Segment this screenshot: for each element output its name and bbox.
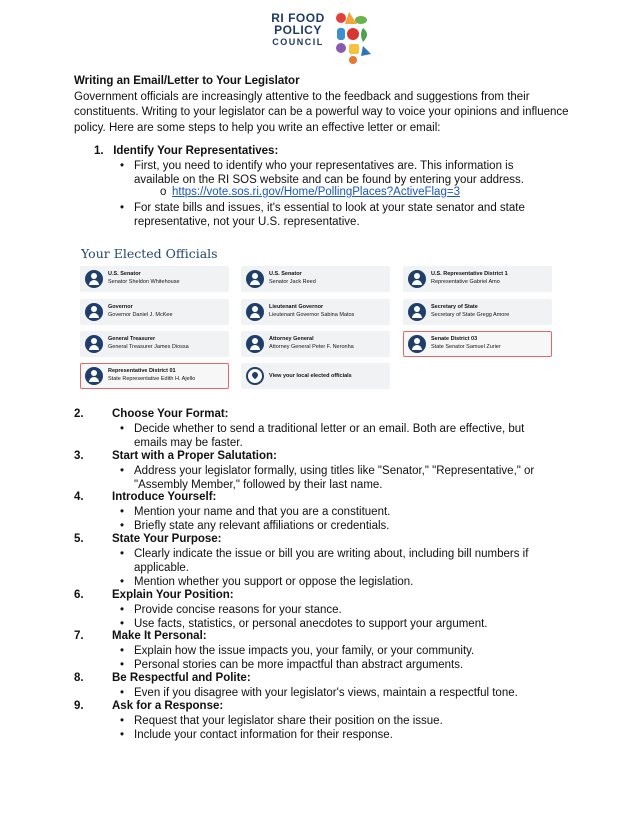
local-officials-link[interactable]: View your local elected officials xyxy=(269,373,352,379)
step-1-bullet-1: • First, you need to identify who your representatives are. This information is available on the RI SOS website and can be found by entering your address. xyxy=(134,159,554,187)
step-2-heading: Choose Your Format: xyxy=(112,408,229,420)
official-name: Governor Daniel J. McKee xyxy=(108,311,173,318)
person-icon xyxy=(85,303,103,321)
step-6-heading: Explain Your Position: xyxy=(112,589,234,601)
step-3-bullet-1: • Address your legislator formally, using titles like "Senator," "Representative," or "Assembly Member," followed by their last name. xyxy=(134,464,554,492)
sos-link-item xyxy=(160,186,460,198)
logo-text xyxy=(265,12,331,48)
official-role: U.S. Representative District 1 xyxy=(431,271,508,277)
official-card-attorney-general[interactable] xyxy=(241,331,390,357)
step-7-bullet-1: • Explain how the issue impacts you, your family, or your community. xyxy=(134,644,554,658)
step-4-number: 4. xyxy=(74,491,84,503)
step-7-number: 7. xyxy=(74,630,84,642)
official-name: Senator Sheldon Whitehouse xyxy=(108,278,180,285)
step-8-heading: Be Respectful and Polite: xyxy=(112,672,251,684)
official-card-state-representative[interactable] xyxy=(80,363,229,389)
sub-bullet-marker: o xyxy=(160,186,167,198)
logo-line-1: RI FOOD xyxy=(271,11,325,25)
step-9-heading: Ask for a Response: xyxy=(112,700,224,712)
food-illustration-icon xyxy=(331,10,375,66)
person-icon xyxy=(408,335,426,353)
ri-food-policy-council-logo xyxy=(265,10,375,70)
logo-line-2: POLICY xyxy=(274,23,322,37)
person-icon xyxy=(85,367,103,385)
official-role: General Treasurer xyxy=(108,336,156,342)
person-icon xyxy=(85,270,103,288)
local-officials-link-card[interactable] xyxy=(241,363,390,389)
official-name: General Treasurer James Diossa xyxy=(108,343,189,350)
step-9-bullet-1: • Request that your legislator share their position on the issue. xyxy=(134,714,554,728)
official-name: State Senator Samuel Zurier xyxy=(431,343,501,350)
step-6-bullet-1: • Provide concise reasons for your stance. xyxy=(134,603,554,617)
official-role: U.S. Senator xyxy=(108,271,141,277)
step-6-bullet-2: • Use facts, statistics, or personal anecdotes to support your argument. xyxy=(134,617,554,631)
person-icon xyxy=(408,303,426,321)
step-8-number: 8. xyxy=(74,672,84,684)
step-9-number: 9. xyxy=(74,700,84,712)
step-3-number: 3. xyxy=(74,450,84,462)
logo-line-3: COUNCIL xyxy=(272,37,324,47)
official-card-governor[interactable] xyxy=(80,299,229,325)
step-1-title: Identify Your Representatives: xyxy=(113,145,279,157)
official-card-lieutenant-governor[interactable] xyxy=(241,299,390,325)
step-3-heading: Start with a Proper Salutation: xyxy=(112,450,277,462)
step-5-bullet-2: • Mention whether you support or oppose the legislation. xyxy=(134,575,554,589)
step-4-heading: Introduce Yourself: xyxy=(112,491,217,503)
step-7-heading: Make It Personal: xyxy=(112,630,207,642)
official-role: Senate District 03 xyxy=(431,336,478,342)
official-role: Representative District 01 xyxy=(108,368,176,374)
official-role: Secretary of State xyxy=(431,304,478,310)
document-title: Writing an Email/Letter to Your Legislator xyxy=(74,75,300,87)
intro-paragraph: Government officials are increasingly attentive to the feedback and suggestions from their constituents. Writing to your legislator can be a powerful way to voice your opinions and influence policy. Here are some steps to help you write an effective letter or email: xyxy=(74,90,569,134)
step-5-number: 5. xyxy=(74,533,84,545)
person-icon xyxy=(85,335,103,353)
person-icon xyxy=(246,303,264,321)
official-name: Lieutenant Governor Sabina Matos xyxy=(269,311,355,318)
step-1-bullet-2: • For state bills and issues, it's essential to look at your state senator and state representative, not your U.S. representative. xyxy=(134,201,554,229)
official-name: Representative Gabriel Amo xyxy=(431,278,500,285)
step-9-bullet-2: • Include your contact information for their response. xyxy=(134,728,554,742)
step-5-bullet-1: • Clearly indicate the issue or bill you are writing about, including bill numbers if applicable. xyxy=(134,547,554,575)
person-icon xyxy=(246,270,264,288)
step-6-number: 6. xyxy=(74,589,84,601)
official-name: Attorney General Peter F. Neronha xyxy=(269,343,354,350)
location-pin-icon xyxy=(246,367,264,385)
official-card-us-representative[interactable] xyxy=(403,266,552,292)
step-2-bullet-1: • Decide whether to send a traditional letter or an email. Both are effective, but emails may be faster. xyxy=(134,422,554,450)
step-5-heading: State Your Purpose: xyxy=(112,533,222,545)
sos-polling-place-link[interactable]: https://vote.sos.ri.gov/Home/PollingPlaces?ActiveFlag=3 xyxy=(172,186,460,198)
official-role: Attorney General xyxy=(269,336,314,342)
official-card-general-treasurer[interactable] xyxy=(80,331,229,357)
step-4-bullet-2: • Briefly state any relevant affiliations or credentials. xyxy=(134,519,554,533)
official-card-secretary-of-state[interactable] xyxy=(403,299,552,325)
elected-officials-title: Your Elected Officials xyxy=(81,246,218,261)
step-7-bullet-2: • Personal stories can be more impactful than abstract arguments. xyxy=(134,658,554,672)
official-role: U.S. Senator xyxy=(269,271,302,277)
official-card-us-senator-reed[interactable] xyxy=(241,266,390,292)
official-name: Secretary of State Gregg Amore xyxy=(431,311,510,318)
official-name: Senator Jack Reed xyxy=(269,278,316,285)
step-2-number: 2. xyxy=(74,408,84,420)
step-8-bullet-1: • Even if you disagree with your legislator's views, maintain a respectful tone. xyxy=(134,686,554,700)
step-1-heading xyxy=(94,145,278,157)
official-role: Governor xyxy=(108,304,133,310)
step-1-number: 1. xyxy=(94,145,104,157)
intro-section xyxy=(74,74,574,136)
official-card-us-senator-whitehouse[interactable] xyxy=(80,266,229,292)
official-card-state-senator[interactable] xyxy=(403,331,552,357)
person-icon xyxy=(246,335,264,353)
official-role: Lieutenant Governor xyxy=(269,304,324,310)
person-icon xyxy=(408,270,426,288)
official-name: State Representative Edith H. Ajello xyxy=(108,375,196,382)
step-4-bullet-1: • Mention your name and that you are a constituent. xyxy=(134,505,554,519)
